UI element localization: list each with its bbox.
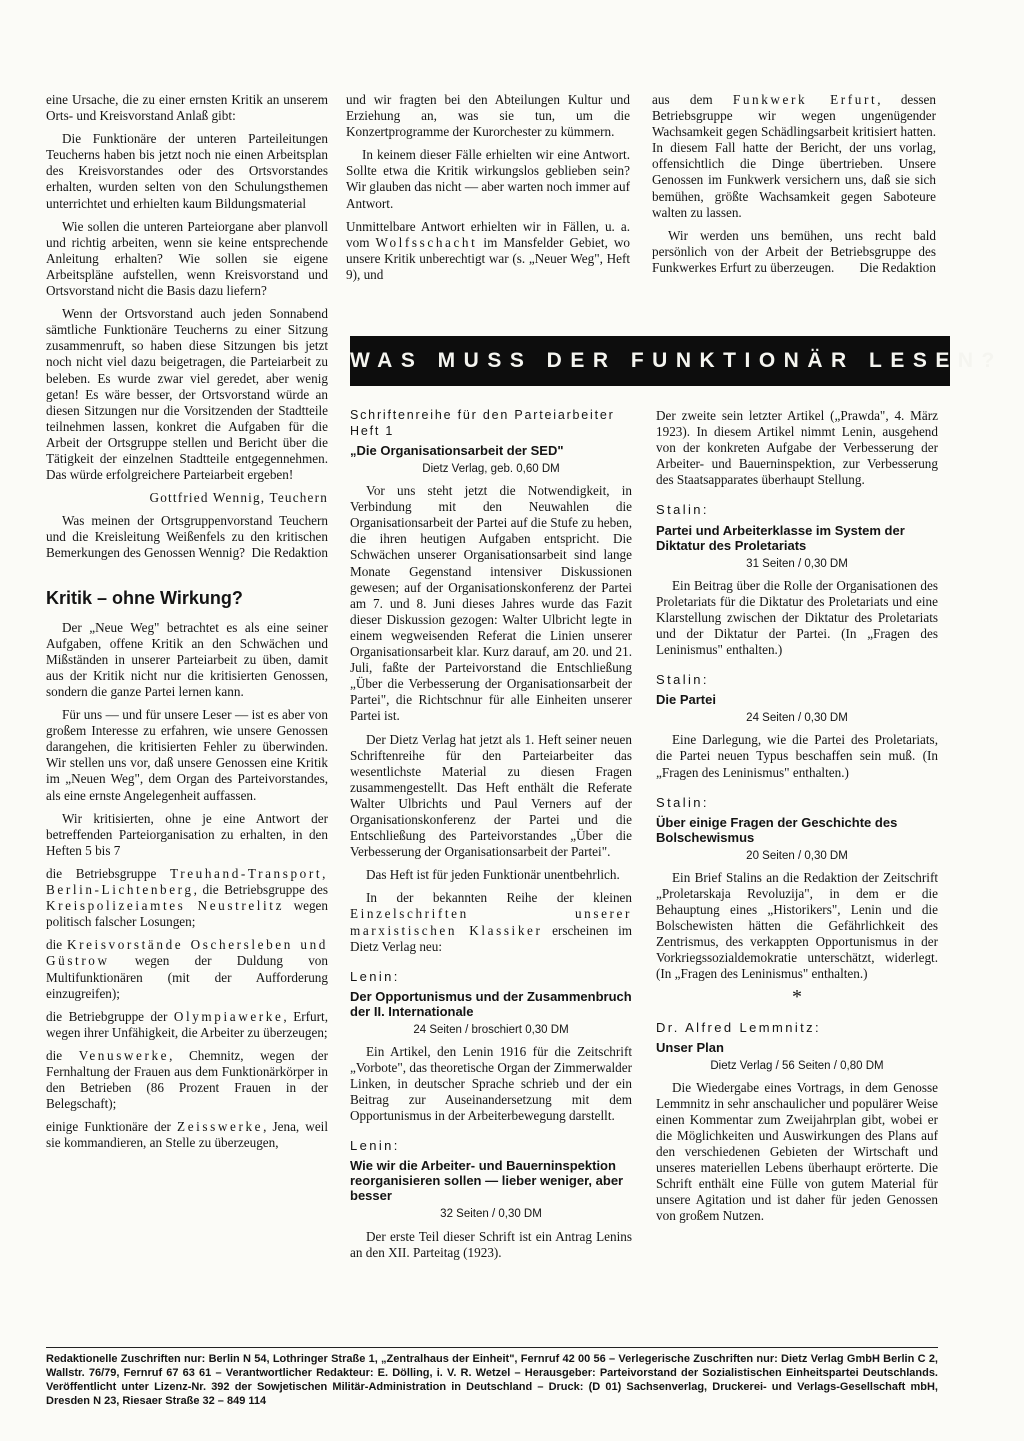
text: einige Funktionäre der [46, 1119, 178, 1135]
paragraph: Wir kritisierten, ohne je eine Antwort der betreffenden Parteiorganisation zu erhalten, in den Heften 5 bis 7 [46, 810, 328, 858]
text: , die Betriebsgruppe des [193, 882, 328, 898]
author-name: Dr. Alfred Lemmnitz: [656, 1019, 822, 1035]
paragraph-text: Wir werden uns bemühen, uns recht bald persönlich von der Arbeit der Betriebsgruppe des Funkwerkes Erfurt zu überzeugen. [652, 227, 936, 275]
spaced-text: Treuhand-Transport, Berlin-Lichtenberg [46, 865, 328, 898]
book-title: „Die Organisationsarbeit der SED" [350, 443, 564, 458]
paragraph: Ein Artikel, den Lenin 1916 für die Zeitschrift „Vorbote", das theoretische Organ der Zimmerwalder Linken, in deutscher Sprache schrieb und der ein Beitrag zur Auseinandersetzung mit dem Opportunismus in der Arbeiterbewegung darstellt. [350, 1043, 632, 1124]
series-title: Schriftenreihe für den Parteiarbeiter Heft 1 [350, 408, 615, 438]
list-item [46, 866, 328, 930]
section-heading: Kritik – ohne Wirkung? [46, 587, 243, 608]
text: , Chemnitz, wegen der Fernhaltung der Frauen aus dem Funktionärkörper in den Betrieben (86 Prozent Frauen in der Belegschaft); [46, 1047, 328, 1112]
book-title: Wie wir die Arbeiter- und Bauerninspektion reorganisieren sollen — lieber weniger, aber besser [350, 1158, 624, 1204]
paragraph: Ein Beitrag über die Rolle der Organisationen des Proletariats für die Diktatur des Proletariats und eine Klarstellung zwischen der Diktatur des Proletariats und der Diktatur der Partei. (In „Fragen des Leninismus" enthalten.) [656, 577, 938, 658]
text: , Erfurt, wegen ihrer Unfähigkeit, die Arbeiter zu überzeugen; [46, 1008, 328, 1040]
book-title: Über einige Fragen der Geschichte des Bolschewismus [656, 814, 898, 845]
text: In der bekannten Reihe der kleinen [366, 890, 632, 906]
imprint-footer: Redaktionelle Zuschriften nur: Berlin N 54, Lothringer Straße 1, „Zentralhaus der Einheit", Fernruf 42 00 56 – Verlegerische Zuschriften nur: Dietz Verlag GmbH Berlin C 2, Wallstr. 76/79, Fernruf 67 63 61 – Verantwortlicher Redakteur: E. Dölling, i. V. R. Wetzel – Herausgeber: Parteivorstand der Sozialistischen Einheitspartei Deutschlands. Veröffentlicht unter Lizenz-Nr. 392 der Sowjetischen Militär-Administration in Deutschland – Druck: (D 01) Sachsenverlag, Druckerei- und Verlags-Gesellschaft mbH, Dresden N 23, Riesaer Straße 32 – 849 114 [46, 1347, 938, 1408]
paragraph: und wir fragten bei den Abteilungen Kultur und Erziehung an, was sie tun, um die Konzertprogramme der Kurorchester zu kümmern. [346, 92, 630, 140]
author-signature: Gottfried Wennig, Teuchern [149, 490, 328, 506]
spaced-text: Wolfsschacht [375, 234, 478, 250]
book-title: Der Opportunismus und der Zusammenbruch der II. Internationale [350, 988, 632, 1019]
paragraph: Der „Neue Weg" betrachtet es als eine seiner Aufgaben, offene Kritik an den Schwächen und Mißständen in unserer Parteiarbeit zu üben, damit aus der Kritik nicht nur die kritisierten Genossen, sondern die ganze Partei lernen kann. [46, 619, 328, 699]
author-name: Stalin: [656, 794, 709, 810]
paragraph: Das Heft ist für jeden Funktionär unentbehrlich. [366, 867, 620, 883]
spaced-text: Venuswerke [78, 1047, 170, 1063]
book-title: Die Partei [656, 692, 716, 708]
paragraph [46, 513, 328, 561]
spaced-text: Kreisvorstände Oschersleben und Güstrow [46, 937, 328, 969]
section-banner: WAS MUSS DER FUNKTIONÄR LESEN? [350, 336, 950, 386]
editorial-signature: Die Redaktion [251, 545, 328, 561]
paragraph [652, 92, 936, 221]
text: die Betriebgruppe der [46, 1008, 174, 1024]
book-title: Partei und Arbeiterklasse im System der Diktatur des Proletariats [656, 522, 905, 553]
paragraph: In keinem dieser Fälle erhielten wir eine Antwort. Sollte etwa die Kritik wirkungslos geblieben sein? Wir glauben das nicht — aber warten noch immer auf Antwort. [346, 147, 630, 211]
paragraph [350, 890, 632, 954]
paragraph: Eine Darlegung, wie die Partei des Proletariats, die Partei neuen Typus beschaffen sein muß. (In „Fragen des Leninismus" enthalten.) [656, 732, 938, 780]
book-info: Dietz Verlag, geb. 0,60 DM [422, 463, 560, 475]
text: , dessen Betriebsgruppe wir wegen ungenügender Wachsamkeit gegen Schädlingsarbeit kritisiert hatten. In diesem Fall hatte der Bericht, der uns vorlag, offensichtlich die Dinge übertrieben. Unsere Genossen im Funkwerk versichern uns, daß sie sich bemühen, größte Wachsamkeit gegen Saboteure walten zu lassen. [652, 92, 936, 220]
book-info: 32 Seiten / 0,30 DM [440, 1208, 542, 1221]
text: die [46, 937, 67, 953]
star-divider: * [792, 986, 802, 1009]
list-item [46, 1119, 328, 1151]
text: die Betriebsgruppe [46, 865, 171, 881]
paragraph [652, 228, 936, 276]
text: erscheinen im Dietz Verlag neu: [350, 922, 632, 954]
text: , Jena, weil sie kommandieren, an Stelle zu überzeugen, [46, 1119, 329, 1151]
list-item [46, 937, 328, 1001]
text: Unmittelbare Antwort erhielten wir in Fällen, u. a. vom [346, 218, 630, 250]
column-right-bottom [656, 408, 938, 1232]
book-info: 24 Seiten / 0,30 DM [746, 712, 848, 725]
author-name: Lenin: [350, 1138, 400, 1154]
text: im Mansfelder Gebiet, wo unsere Kritik unberechtigt war (s. „Neuer Weg", Heft 9), und [346, 234, 630, 282]
spaced-text: Einzelschriften unserer marxistischen Klassiker [350, 906, 632, 938]
editorial-signature: Die Redaktion [859, 259, 936, 275]
book-info: Dietz Verlag / 56 Seiten / 0,80 DM [710, 1059, 884, 1072]
paragraph: Der zweite sein letzter Artikel („Prawda", 4. März 1923). In diesem Artikel nimmt Lenin, ausgehend von der konkreten Aufgabe der Verbesserung der Arbeiter- und Bauerninspektion, zur Verbesserung des Staatsapparates überhaupt Stellung. [656, 408, 938, 488]
text: wegen politisch falscher Losungen; [46, 898, 329, 930]
paragraph: Wie sollen die unteren Parteiorgane aber planvoll und richtig arbeiten, wenn sie keine entsprechende Anleitung erhalten? Wie sollen sie eigene Arbeitspläne aufstellen, wenn Kreisvorstand und Ortsvorstand nicht die Basis dazu liefern? [46, 218, 328, 299]
spaced-text: Olympiawerke [173, 1008, 284, 1024]
spaced-text: Kreispolizeiamtes Neustrelitz [46, 898, 285, 914]
paragraph: Wenn der Ortsvorstand auch jeden Sonnabend sämtliche Funktionäre Teucherns zu einer Sitzung zusammenruft, so haben diese Sitzungen bis jetzt noch nicht viel dazu beigetragen, die Parteiarbeit zu beleben. Es wurde zwar viel geredet, aber wenig getan! Es wäre besser, der Ortsvorstand würde an diesen Sitzungen nur die Vorsitzenden der Stadtteile teilnehmen lassen, konkret die Aufgaben für die Arbeit der Ortsgruppe stellen und Bericht über die Tätigkeit der einzelnen Stadtteile entgegennehmen. Das würde erfolgreichere Parteiarbeit ergeben! [46, 306, 328, 483]
column-left [46, 92, 328, 1158]
text: wegen der Duldung von Multifunktionären (mit der Aufforderung einzugreifen); [46, 953, 328, 1001]
list-item [46, 1009, 328, 1041]
paragraph: eine Ursache, die zu einer ernsten Kritik an unserem Orts- und Kreisvorstand Anlaß gibt: [46, 92, 328, 124]
column-right-top [652, 92, 936, 283]
book-info: 20 Seiten / 0,30 DM [746, 849, 848, 862]
column-middle-bottom [350, 408, 632, 1268]
paragraph: Für uns — und für unsere Leser — ist es aber von großem Interesse zu erfahren, wie unsere Genossen darangehen, die kritisierten Fehler zu überwinden. Wir stellen uns vor, daß unsere Genossen eine Kritik im „Neuen Weg", dem Organ des Parteivorstandes, als eine ernste Angelegenheit auffassen. [46, 707, 328, 803]
column-middle-top [346, 92, 630, 290]
book-title: Unser Plan [656, 1039, 724, 1055]
book-info: 31 Seiten / 0,30 DM [746, 557, 848, 570]
paragraph: Der Dietz Verlag hat jetzt als 1. Heft seiner neuen Schriftenreihe für den Parteiarbeiter das wesentlichste Material zu diesen Fragen zusammengestellt. Das Heft enthält die Referate Walter Ulbrichts und Paul Verners auf der Organisationskonferenz der Partei und die Entschließung des Parteivorstandes „Über die Verbesserung der Organisationsarbeit der Partei". [350, 731, 632, 860]
author-name: Stalin: [656, 672, 709, 688]
paragraph: Ein Brief Stalins an die Redaktion der Zeitschrift „Proletarskaja Revoluzija", in dem er die Behauptung eines „Historikers", Lenin und die Bolschewisten hätten die Gefährlichkeit des Zentrismus, des verkappten Opportunismus in der Vorkriegssozialdemokratie unterschätzt, widerlegt. (In „Fragen des Leninismus" enthalten.) [656, 869, 938, 982]
book-info: 24 Seiten / broschiert 0,30 DM [413, 1023, 569, 1036]
text: die [46, 1047, 79, 1063]
text: aus dem [652, 92, 733, 107]
paragraph-text: Was meinen der Ortsgruppenvorstand Teuchern und die Kreisleitung Weißenfels zu den kritischen Bemerkungen des Genossen Wennig? [46, 513, 328, 561]
spaced-text: Funkwerk Erfurt [732, 92, 878, 107]
author-name: Stalin: [656, 502, 709, 518]
spaced-text: Zeisswerke [177, 1119, 264, 1135]
paragraph: Die Funktionäre der unteren Parteileitungen Teucherns haben bis jetzt noch nie einen Arbeitsplan des Kreisvorstandes oder des Ortsvorstandes erhalten, wurden selten von den Schulungsthemen unterrichtet und erhielten kaum Bildungsmaterial [46, 131, 328, 211]
list-item [46, 1048, 328, 1112]
paragraph [346, 219, 630, 283]
paragraph: Vor uns steht jetzt die Notwendigkeit, in Verbindung mit den Neuwahlen die Organisationsarbeit der Partei auf die Stufe zu heben, die ihren heutigen Aufgaben entspricht. Die Schwächen unserer Organisationsarbeit sind lange Monate Gegenstand intensiver Diskussionen gewesen; auf der Organisationskonferenz der Partei am 7. und 8. Juni dieses Jahres wurde das Fazit dieser Diskussion gezogen: Walter Ulbricht legte in einem wegweisenden Referat die Linien unserer Organisationsarbeit klar. Kurz darauf, am 20. und 21. Juli, faßte der Parteivorstand die Entschließung „Über die Verbesserung der Organisationsarbeit der Partei", die Richtschnur für alle Einheiten unserer Partei ist. [350, 483, 632, 724]
paragraph: Der erste Teil dieser Schrift ist ein Antrag Lenins an den XII. Parteitag (1923). [350, 1228, 632, 1260]
author-name: Lenin: [350, 968, 400, 984]
paragraph: Die Wiedergabe eines Vortrags, in dem Genosse Lemmnitz in sehr anschaulicher und populärer Weise einen Kommentar zum Zweijahrplan gibt, wobei er die Möglichkeiten und Auswirkungen des Plans auf den verschiedenen Gebieten der Wirtschaft und unseres materiellen Lebens überhaupt erörterte. Die Schrift enthält eine Fülle von gutem Material für unsere Agitation und ist daher für jeden Genossen von großem Nutzen. [656, 1079, 938, 1224]
